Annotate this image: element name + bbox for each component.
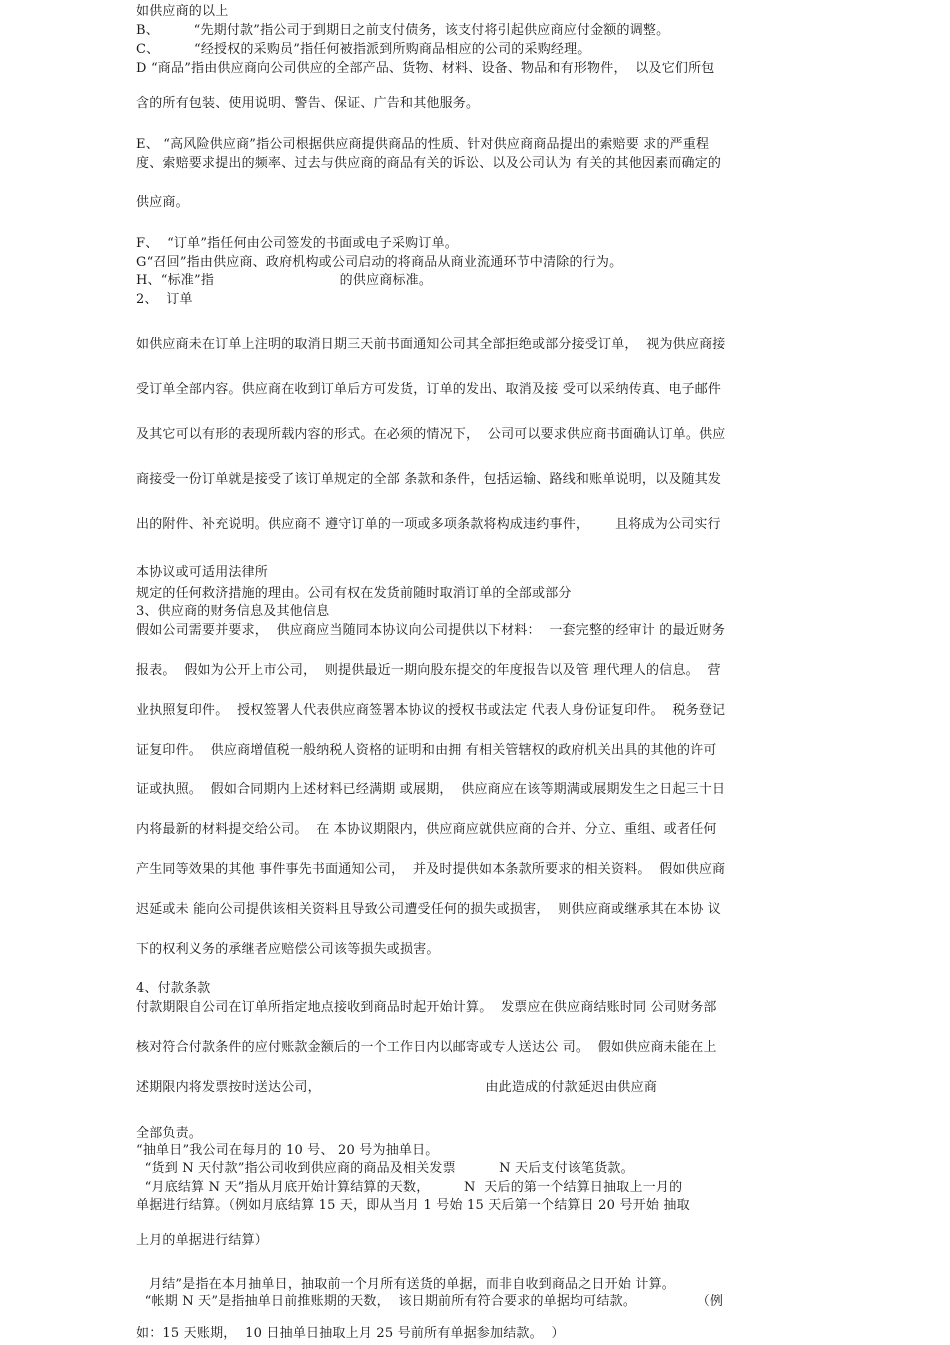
- definition-g: G“召回”指由供应商、政府机构或公司启动的将商品从商业流通环节中清除的行为。: [136, 255, 623, 270]
- text-line: 上月的单据进行结算）: [136, 1233, 269, 1248]
- section-heading-2: 2、 订单: [136, 292, 193, 307]
- text-line: 假如公司需要并要求， 供应商应当随同本协议向公司提供以下材料： 一套完整的经审计 的最近财务: [136, 623, 726, 638]
- text-line: 证复印件。 供应商增值税一般纳税人资格的证明和由拥 有相关管辖权的政府机关出具的其他的许可: [136, 743, 717, 758]
- text-line: 产生同等效果的其他 事件事先书面通知公司， 并及时提供如本条款所要求的相关资料。 假如供应商: [136, 862, 726, 877]
- definition-b: B、 “先期付款”指公司于到期日之前支付债务，该支付将引起供应商应付金额的调整。: [136, 23, 670, 38]
- text-line: 含的所有包装、使用说明、警告、保证、广告和其他服务。: [136, 96, 480, 111]
- term-account-period: “帐期 N 天”是指抽单日前推账期的天数， 该日期前所有符合要求的单据均可结款。 （例: [136, 1294, 724, 1309]
- section-heading-3: 3、供应商的财务信息及其他信息: [136, 604, 330, 619]
- text-line: 下的权利义务的承继者应赔偿公司该等损失或损害。: [136, 942, 440, 957]
- definition-f: F、 “订单”指任何由公司签发的书面或电子采购订单。: [136, 236, 458, 251]
- term-payment-on-delivery: “货到 N 天付款”指公司收到供应商的商品及相关发票 N 天后支付该笔货款。: [136, 1161, 634, 1176]
- text-line: 出的附件、补充说明。供应商不 遵守订单的一项或多项条款将构成违约事件， 且将成为公司实行: [136, 517, 721, 532]
- text-line: 商接受一份订单就是接受了该订单规定的全部 条款和条件，包括运输、路线和账单说明，以及随其发: [136, 472, 722, 487]
- text-line: 业执照复印件。 授权签署人代表供应商签署本协议的授权书或法定 代表人身份证复印件。 税务登记: [136, 703, 726, 718]
- text-line: 如供应商未在订单上注明的取消日期三天前书面通知公司其全部拒绝或部分接受订单， 视为供应商接: [136, 337, 726, 352]
- text-line: 本协议或可适用法律所: [136, 565, 269, 580]
- text-line: 规定的任何救济措施的理由。公司有权在发货前随时取消订单的全部或部分: [136, 586, 572, 601]
- term-pickup-day: “抽单日”我公司在每月的 10 号、 20 号为抽单日。: [136, 1143, 439, 1158]
- text-line: 付款期限自公司在订单所指定地点接收到商品时起开始计算。 发票应在供应商结账时同 公司财务部: [136, 1000, 717, 1015]
- text-line: 全部负责。: [136, 1126, 203, 1141]
- text-line: 迟延或未 能向公司提供该相关资料且导致公司遭受任何的损失或损害， 则供应商或继承其在本协 议: [136, 902, 721, 917]
- text-line: 单据进行结算。（例如月底结算 15 天，即从当月 1 号始 15 天后第一个结算日 20 号开始 抽取: [136, 1198, 690, 1213]
- text-line: 述期限内将发票按时送达公司， 由此造成的付款延迟由供应商: [136, 1080, 658, 1095]
- text-line: 报表。 假如为公开上市公司， 则提供最近一期向股东提交的年度报告以及管 理代理人的信息。 营: [136, 663, 721, 678]
- definition-c: C、 “经授权的采购员”指任何被指派到所购商品相应的公司的采购经理。: [136, 42, 591, 57]
- term-month-end-settlement: “月底结算 N 天”指从月底开始计算结算的天数， N 天后的第一个结算日抽取上一月的: [136, 1180, 683, 1195]
- term-monthly-settlement: 月结”是指在本月抽单日，抽取前一个月所有送货的单据，而非自收到商品之日开始 计算。: [136, 1277, 675, 1292]
- text-line: 及其它可以有形的表现所载内容的形式。在必须的情况下， 公司可以要求供应商书面确认订单。供应: [136, 427, 726, 442]
- text-line: 证或执照。 假如合同期内上述材料已经满期 或展期， 供应商应在该等期满或展期发生之日起三十日: [136, 782, 726, 797]
- definition-e: E、 “高风险供应商”指公司根据供应商提供商品的性质、针对供应商商品提出的索赔要 求的严重程: [136, 137, 710, 152]
- definition-d: D “商品”指由供应商向公司供应的全部产品、货物、材料、设备、物品和有形物件， 以及它们所包: [136, 61, 715, 76]
- text-line: 度、索赔要求提出的频率、过去与供应商的商品有关的诉讼、以及公司认为 有关的其他因素而确定的: [136, 156, 722, 171]
- text-line: 内将最新的材料提交给公司。 在 本协议期限内，供应商应就供应商的合并、分立、重组、或者任何: [136, 822, 717, 837]
- text-line: 核对符合付款条件的应付账款金额后的一个工作日内以邮寄或专人送达公 司。 假如供应商未能在上: [136, 1040, 717, 1055]
- text-line: 供应商。: [136, 195, 189, 210]
- text-line: 如：15 天账期， 10 日抽单日抽取上月 25 号前所有单据参加结款。 ）: [136, 1326, 565, 1341]
- definition-h: H、“标准”指 的供应商标准。: [136, 273, 433, 288]
- section-heading-4: 4、付款条款: [136, 981, 211, 996]
- text-line: 如供应商的以上: [136, 4, 229, 19]
- text-line: 受订单全部内容。供应商在收到订单后方可发货，订单的发出、取消及接 受可以采纳传真、电子邮件: [136, 382, 722, 397]
